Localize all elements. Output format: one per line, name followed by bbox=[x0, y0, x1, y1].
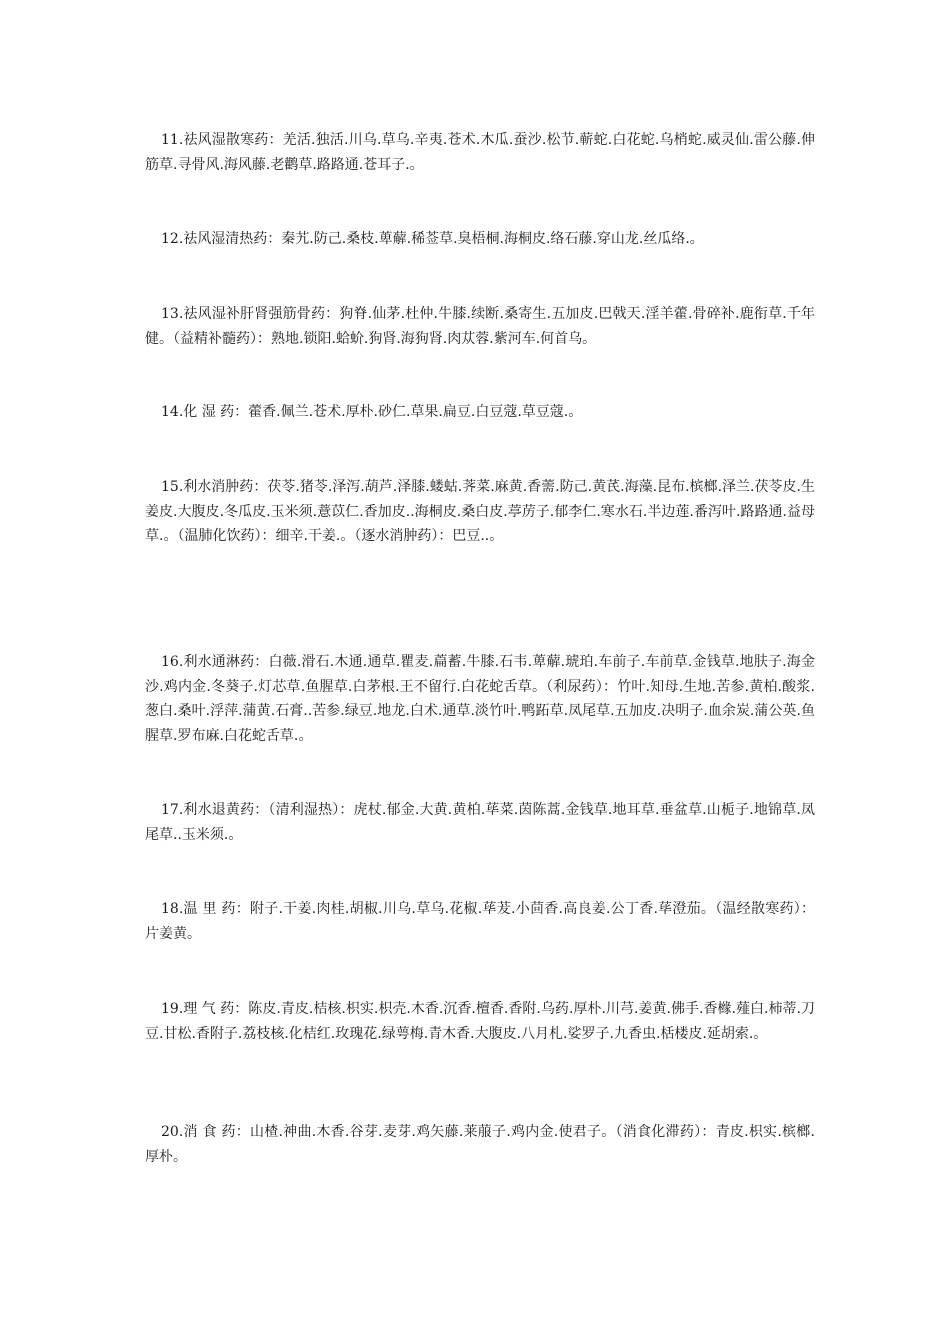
entry-14-resolve-damp: 14.化 湿 药：藿香.佩兰.苍术.厚朴.砂仁.草果.扁豆.白豆蔻.草豆蔻.。 bbox=[161, 404, 583, 420]
entry-17-diuretic-jaundice: 17.利水退黄药：（清利湿热）：虎杖.郁金.大黄.黄柏.荜菜.茵陈蒿.金钱草.地耳草.垂盆草.山栀子.地锦草.凤尾草..玉米须.。 bbox=[145, 802, 815, 843]
entry-11-wind-damp-cold: 11.祛风湿散寒药：羌活.独活.川乌.草乌.辛夷.苍术.木瓜.蚕沙.松节.蕲蛇.白花蛇.乌梢蛇.威灵仙.雷公藤.伸筋草.寻骨风.海风藤.老鹳草.路路通.苍耳子.。 bbox=[145, 132, 815, 173]
entry-12-wind-damp-heat: 12.祛风湿清热药：秦艽.防己.桑枝.萆薢.稀莶草.臭梧桐.海桐皮.络石藤.穿山龙.丝瓜络.。 bbox=[161, 231, 704, 247]
entry-19-regulate-qi: 19.理 气 药：陈皮.青皮.桔核.枳实.枳壳.木香.沉香.檀香.香附.乌药.厚朴.川芎.姜黄.佛手.香橼.薤白.柿蒂.刀豆.甘松.香附子.荔枝核.化桔红.玫瑰花.绿萼梅.青木香.大腹皮.八月札.娑罗子.九香虫.栝楼皮.延胡索.。 bbox=[145, 1001, 815, 1042]
entry-16-diuretic-strangury: 16.利水通淋药：白薇.滑石.木通.通草.瞿麦.萹蓄.牛膝.石韦.萆薢.琥珀.车前子.车前草.金钱草.地肤子.海金沙.鸡内金.冬葵子.灯芯草.鱼腥草.白茅根.王不留行.白花蛇舌草。（利尿药）：竹叶.知母.生地.苦参.黄柏.酸浆.葱白.桑叶.浮萍.蒲黄.石膏..苦参.绿豆.地龙.白术.通草.淡竹叶.鸭跖草.凤尾草.五加皮.决明子.血余炭.蒲公英.鱼腥草.罗布麻.白花蛇舌草.。 bbox=[145, 654, 815, 744]
entry-13-wind-damp-tonify: 13.祛风湿补肝肾强筋骨药：狗脊.仙茅.杜仲.牛膝.续断.桑寄生.五加皮.巴戟天.淫羊藿.骨碎补.鹿衔草.千年健。（益精补髓药）：熟地.锁阳.蛤蚧.狗肾.海狗肾.肉苁蓉.紫河车.何首乌。 bbox=[145, 306, 815, 347]
entry-20-digestion: 20.消 食 药：山楂.神曲.木香.谷芽.麦芽.鸡矢藤.莱菔子.鸡内金.使君子。（消食化滞药）：青皮.枳实.槟榔.厚朴。 bbox=[145, 1124, 815, 1165]
entry-15-diuretic-swelling: 15.利水消肿药：茯苓.猪苓.泽泻.葫芦.泽膝.蝼蛄.荠菜.麻黄.香薷.防己.黄芪.海藻.昆布.槟榔.泽兰.茯苓皮.生姜皮.大腹皮.冬瓜皮.玉米须.薏苡仁.香加皮..海桐皮.桑白皮.葶苈子.郁李仁.寒水石.半边莲.番泻叶.路路通.益母草.。（温肺化饮药）：细辛.干姜.。（逐水消肿药）：巴豆..。 bbox=[145, 479, 815, 544]
entry-18-warm-interior: 18.温 里 药：附子.干姜.肉桂.胡椒.川乌.草乌.花椒.荜茇.小茴香.高良姜.公丁香.荜澄茄。（温经散寒药）：片姜黄。 bbox=[145, 901, 815, 942]
